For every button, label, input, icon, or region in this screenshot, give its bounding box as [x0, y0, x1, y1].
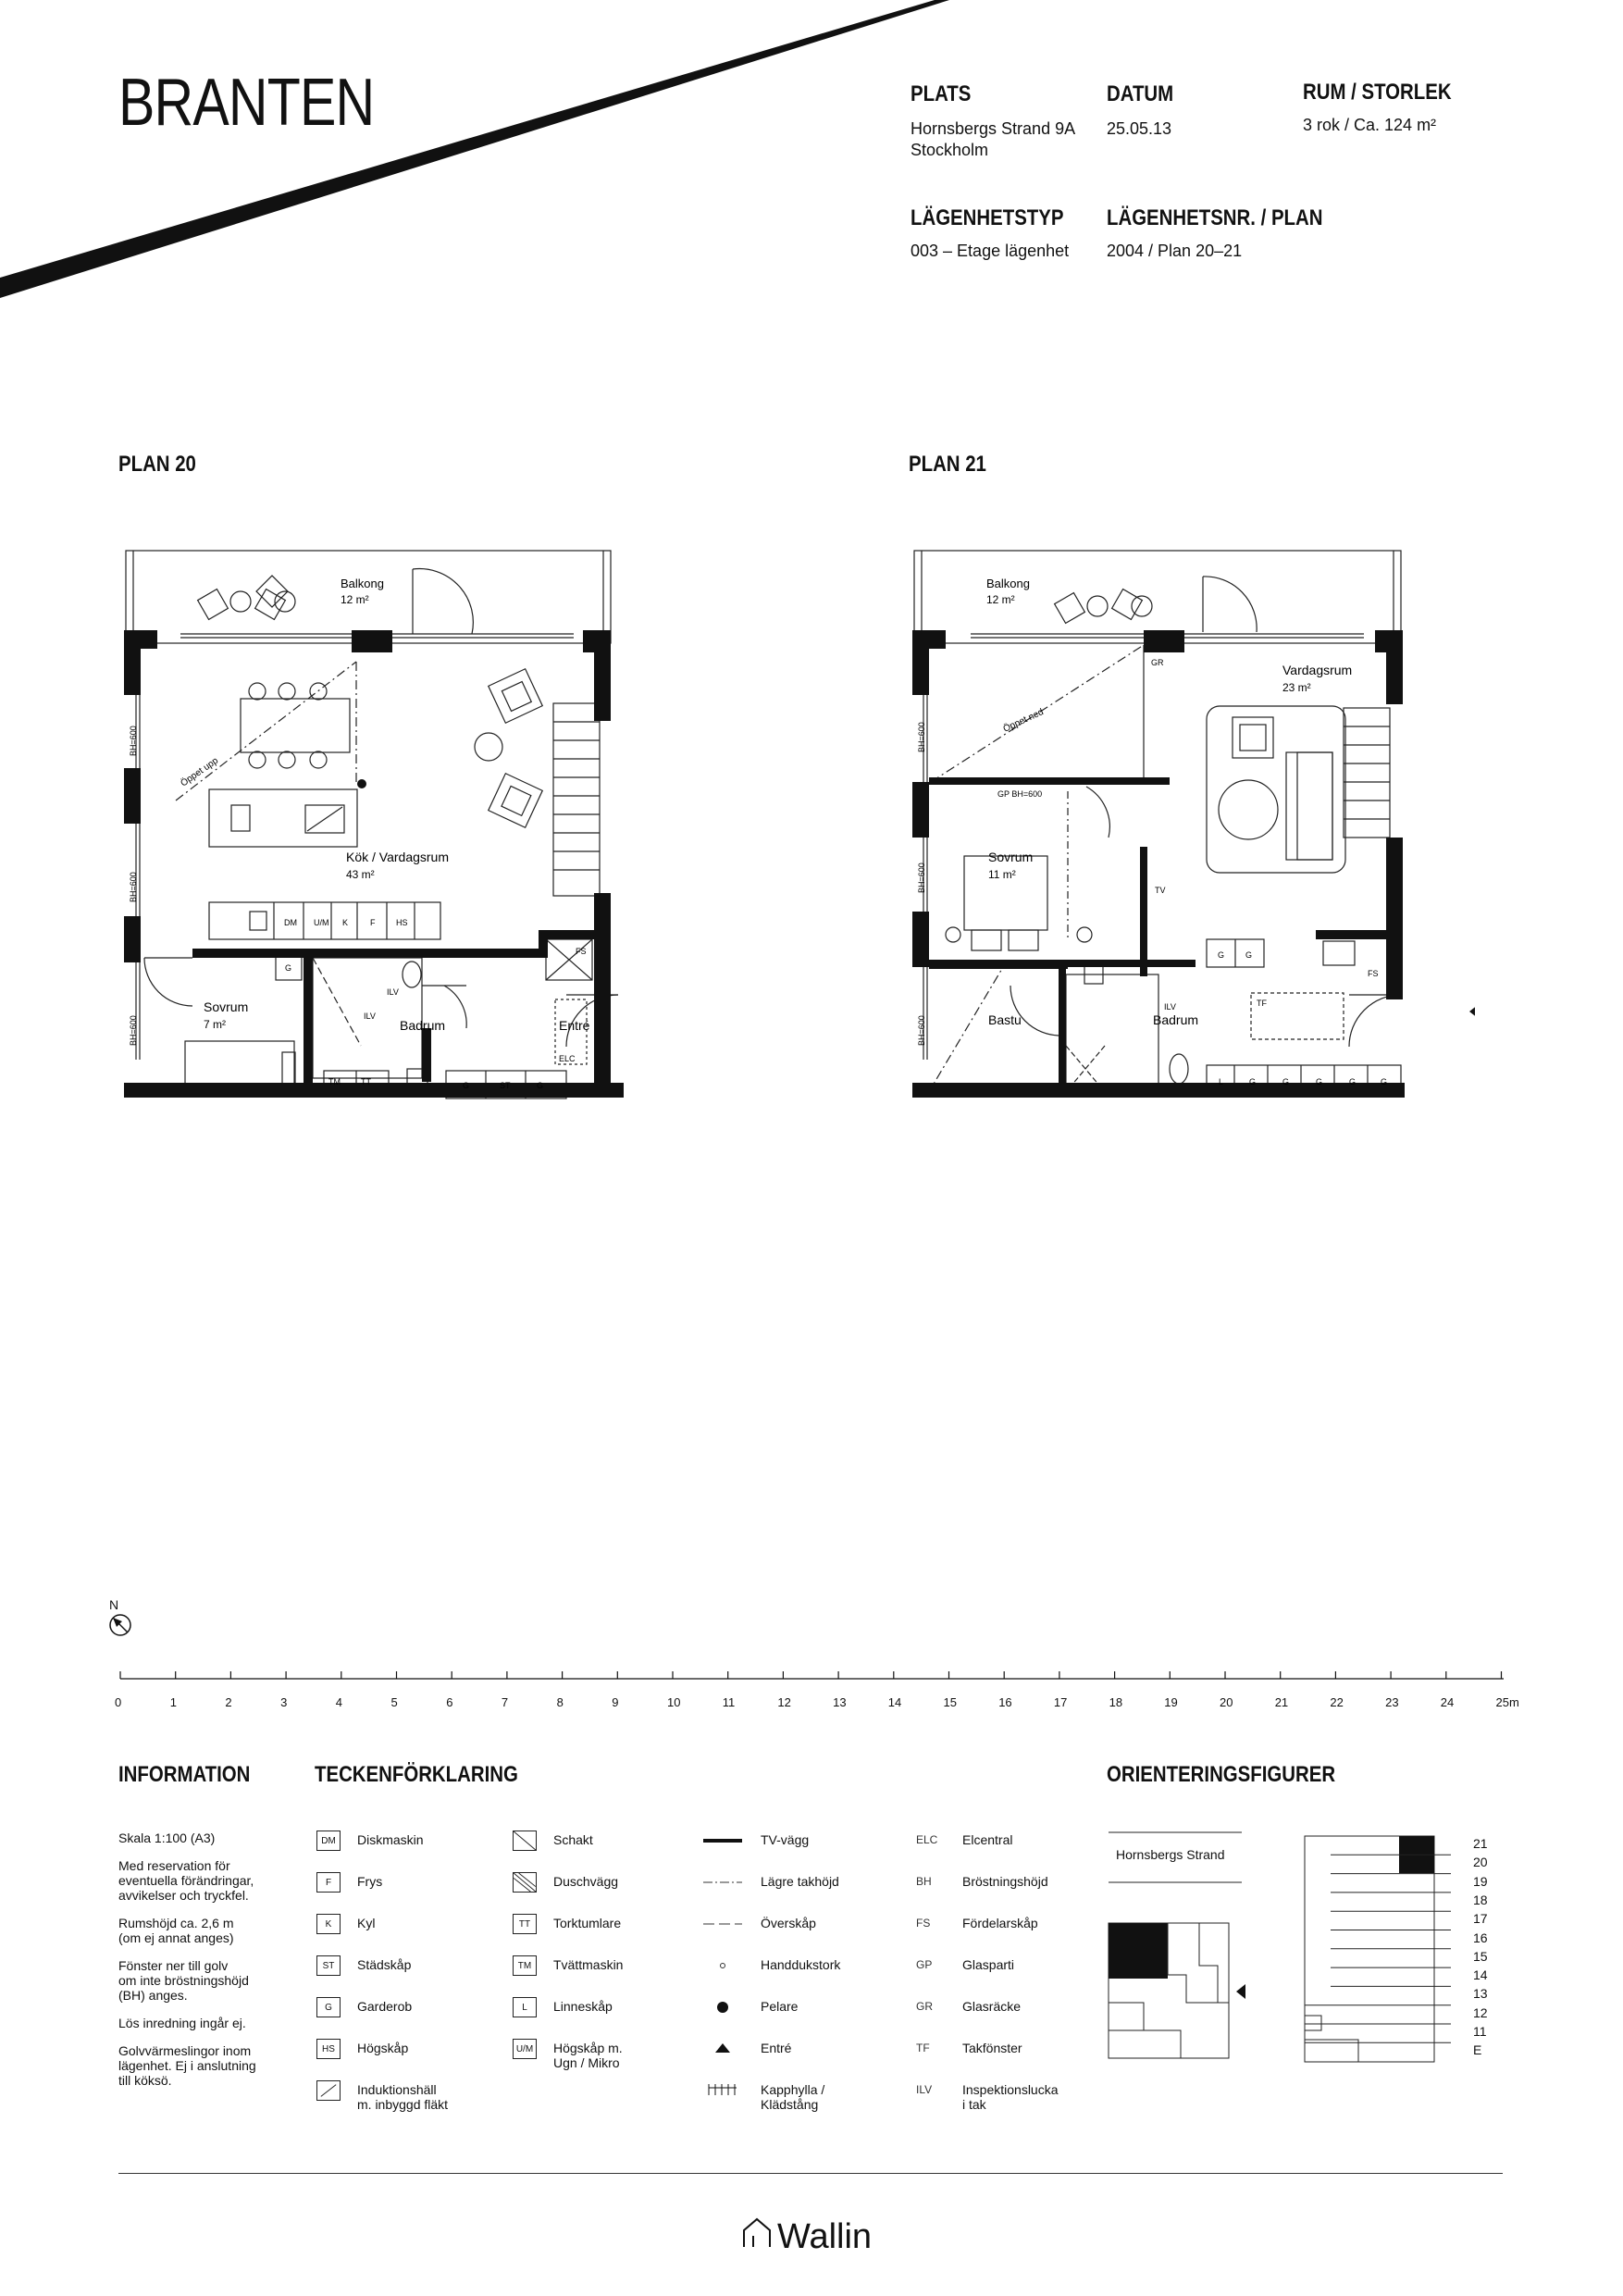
svg-text:G: G: [1249, 1077, 1257, 1086]
svg-text:TT: TT: [361, 1077, 371, 1086]
scale-tick-label: 12: [777, 1695, 791, 1709]
scale-bar: [111, 1666, 1518, 1684]
p20-badrum: Badrum: [400, 1018, 446, 1033]
scale-tick-label: 4: [335, 1695, 343, 1709]
svg-text:FS: FS: [576, 947, 587, 956]
svg-text:G: G: [1245, 950, 1253, 960]
svg-text:ILV: ILV: [364, 1011, 376, 1021]
diagonal-stripe: [0, 0, 1623, 315]
nr-value: 2004 / Plan 20–21: [1107, 242, 1243, 260]
svg-text:FS: FS: [1368, 969, 1379, 978]
floor-label: 17: [1473, 1911, 1488, 1927]
svg-text:TV: TV: [1155, 886, 1166, 895]
scale-tick-label: 20: [1220, 1695, 1233, 1709]
svg-text:G: G: [1381, 1077, 1388, 1086]
scale-tick-label: 11: [722, 1695, 736, 1709]
svg-text:Vardagsrum: Vardagsrum: [1282, 663, 1353, 677]
p20-balkong: Balkong: [341, 577, 384, 590]
plats-label: PLATS: [911, 81, 972, 106]
towel-warmer-icon: [701, 1955, 744, 1976]
tv-wall-icon: [701, 1831, 744, 1851]
legend-kapphylla: Kapphylla / Klädstång: [701, 2080, 824, 2117]
lower-ceiling-icon: [701, 1872, 744, 1893]
svg-text:Öppet ned: Öppet ned: [1001, 707, 1046, 735]
scale-tick-label: 18: [1109, 1695, 1123, 1709]
house-logo-icon: [742, 2217, 775, 2249]
legend-induktion: Induktionshäll m. inbyggd fläkt: [316, 2080, 448, 2117]
svg-text:G: G: [1316, 1077, 1323, 1086]
floor-label: E: [1473, 2042, 1482, 2058]
scale-tick-label: 0: [115, 1695, 122, 1709]
typ-value: 003 – Etage lägenhet: [911, 242, 1070, 260]
info-p1: Skala 1:100 (A3): [118, 1831, 216, 1845]
legend-handduk: Handdukstork: [701, 1955, 840, 1992]
footer-divider: [118, 2173, 1503, 2174]
legend-tm: TM Tvättmaskin: [513, 1955, 623, 1992]
p20-sovrum-area: 7 m²: [204, 1018, 226, 1031]
typ-label: LÄGENHETSTYP: [911, 205, 1064, 230]
svg-text:Bastu: Bastu: [988, 1012, 1022, 1027]
svg-text:TM: TM: [328, 1077, 341, 1086]
scale-tick-label: 17: [1053, 1695, 1068, 1709]
legend-dm: DM Diskmaskin: [316, 1831, 424, 1868]
legend-st: ST Städskåp: [316, 1955, 411, 1992]
p20-oppet: Öppet upp: [179, 755, 220, 789]
svg-text:G: G: [1349, 1077, 1357, 1086]
legend-hs: HS Högskåp: [316, 2039, 408, 2076]
info-p5: Lös inredning ingår ej.: [118, 2016, 246, 2030]
floor-label: 13: [1473, 1986, 1488, 2002]
info-p6: Golvvärmeslingor inom lägenhet. Ej i anslutning till köksö.: [118, 2043, 256, 2088]
scale-tick-label: 7: [501, 1695, 509, 1709]
information-title: INFORMATION: [118, 1762, 251, 1787]
scale-tick-label: 9: [612, 1695, 619, 1709]
p20-balkong-area: 12 m²: [341, 593, 369, 606]
scale-tick-label: 8: [556, 1695, 564, 1709]
scale-tick-label: 22: [1330, 1695, 1344, 1709]
datum-value: 25.05.13: [1107, 119, 1172, 138]
svg-text:F: F: [370, 918, 376, 927]
svg-text:ST: ST: [500, 1081, 511, 1090]
svg-text:ILV: ILV: [387, 987, 399, 997]
scale-tick-label: 15: [943, 1695, 957, 1709]
legend-title: TECKENFÖRKLARING: [315, 1762, 518, 1787]
scale-tick-label: 23: [1385, 1695, 1399, 1709]
legend-g: G Garderob: [316, 1997, 412, 2034]
north-label: N: [109, 1597, 119, 1612]
svg-text:DM: DM: [284, 918, 297, 927]
plan21-title: PLAN 21: [909, 452, 986, 477]
svg-text:Sovrum: Sovrum: [988, 850, 1034, 864]
coat-rack-icon: [701, 2080, 744, 2101]
rum-value: 3 rok / Ca. 124 m²: [1303, 116, 1437, 134]
legend-lagre: Lägre takhöjd: [701, 1872, 839, 1909]
project-name: BRANTEN: [118, 66, 375, 140]
floor-label: 12: [1473, 2004, 1488, 2020]
legend-duschvagg: Duschvägg: [513, 1872, 618, 1909]
p20-kok: Kök / Vardagsrum: [346, 850, 450, 864]
floor-label: 21: [1473, 1836, 1488, 1851]
legend-bh: BH Bröstningshöjd: [916, 1874, 1048, 1889]
floor-label: 16: [1473, 1930, 1488, 1945]
svg-text:23 m²: 23 m²: [1282, 681, 1311, 694]
plan20-title: PLAN 20: [118, 452, 196, 477]
info-p2: Med reservation för eventuella förändringar, avvikelser och tryckfel.: [118, 1858, 254, 1903]
floor-label: 20: [1473, 1855, 1488, 1870]
plan21-drawing: [901, 541, 1475, 1115]
p20-entre: Entré: [559, 1018, 590, 1033]
scale-tick-label: 3: [280, 1695, 288, 1709]
svg-text:G: G: [537, 1081, 544, 1090]
scale-tick-label: 13: [833, 1695, 847, 1709]
floor-label: 14: [1473, 1967, 1488, 1983]
information-block: [118, 1831, 285, 2101]
p20-bh3: BH=600: [129, 1015, 138, 1046]
scale-tick-label: 2: [225, 1695, 232, 1709]
svg-text:GP BH=600: GP BH=600: [997, 789, 1043, 799]
shaft-icon: [513, 1831, 537, 1851]
scale-tick-label: 10: [667, 1695, 681, 1709]
shower-wall-icon: [513, 1872, 537, 1893]
legend-elc: ELC Elcentral: [916, 1832, 1013, 1847]
legend-overskap: Överskåp: [701, 1914, 816, 1951]
svg-text:G: G: [285, 963, 292, 973]
svg-text:GR: GR: [1151, 658, 1164, 667]
scale-tick-label: 24: [1440, 1695, 1455, 1709]
scale-tick-label: 25m: [1495, 1695, 1519, 1709]
scale-tick-label: 1: [169, 1695, 177, 1709]
svg-text:11 m²: 11 m²: [988, 868, 1016, 881]
floor-label: 18: [1473, 1892, 1488, 1907]
legend-gp: GP Glasparti: [916, 1957, 1015, 1972]
p20-kok-area: 43 m²: [346, 868, 375, 881]
svg-text:Balkong: Balkong: [986, 577, 1030, 590]
entrance-icon: [701, 2039, 744, 2059]
legend-l: L Linneskåp: [513, 1997, 613, 2034]
overhead-cabinet-icon: [701, 1914, 744, 1934]
floor-stack: [1303, 1834, 1469, 2075]
legend-gr: GR Glasräcke: [916, 1999, 1022, 2014]
legend-entre: Entré: [701, 2039, 791, 2076]
svg-text:BH=600: BH=600: [917, 722, 926, 752]
legend-f: F Frys: [316, 1872, 382, 1909]
street-name: Hornsbergs Strand: [1116, 1847, 1225, 1862]
svg-text:G: G: [1218, 950, 1225, 960]
scale-tick-label: 5: [390, 1695, 398, 1709]
rum-label: RUM / STORLEK: [1303, 80, 1452, 105]
legend-pelare: Pelare: [701, 1997, 798, 2034]
legend-tv: TV-vägg: [701, 1831, 809, 1868]
svg-text:ELC: ELC: [559, 1054, 576, 1063]
datum-label: DATUM: [1107, 81, 1174, 106]
legend-um: U/M Högskåp m. Ugn / Mikro: [513, 2039, 623, 2076]
induction-icon: [316, 2080, 341, 2101]
svg-text:G: G: [463, 1081, 470, 1090]
plan20-drawing: [111, 541, 629, 1115]
svg-text:Badrum: Badrum: [1153, 1012, 1199, 1027]
svg-text:U/M: U/M: [314, 918, 329, 927]
scale-tick-label: 16: [998, 1695, 1012, 1709]
info-p3: Rumshöjd ca. 2,6 m (om ej annat anges): [118, 1916, 234, 1945]
legend-schakt: Schakt: [513, 1831, 593, 1868]
svg-text:TF: TF: [1257, 999, 1267, 1008]
svg-text:K: K: [342, 918, 349, 927]
floor-label: 15: [1473, 1948, 1488, 1964]
svg-text:12 m²: 12 m²: [986, 593, 1015, 606]
p20-bh1: BH=600: [129, 726, 138, 756]
legend-tt: TT Torktumlare: [513, 1914, 621, 1951]
svg-text:ILV: ILV: [1164, 1002, 1176, 1011]
legend-k: K Kyl: [316, 1914, 375, 1951]
legend-ilv: ILV Inspektionslucka i tak: [916, 2082, 1059, 2112]
svg-text:BH=600: BH=600: [917, 863, 926, 893]
floor-label: 11: [1473, 2024, 1487, 2039]
p20-sovrum: Sovrum: [204, 999, 249, 1014]
p20-bh2: BH=600: [129, 872, 138, 902]
legend-fs: FS Fördelarskåp: [916, 1916, 1038, 1930]
svg-text:L: L: [1219, 1077, 1224, 1086]
footer-logo: Wallin: [777, 2217, 873, 2256]
nr-label: LÄGENHETSNR. / PLAN: [1107, 205, 1323, 230]
site-plan: [1107, 1827, 1264, 2067]
scale-tick-label: 14: [887, 1695, 902, 1709]
svg-text:BH=600: BH=600: [917, 1015, 926, 1046]
legend-tf: TF Takfönster: [916, 2041, 1022, 2055]
scale-tick-label: 21: [1274, 1695, 1289, 1709]
plats-value: Hornsbergs Strand 9A Stockholm: [911, 119, 1076, 159]
scale-tick-label: 6: [446, 1695, 453, 1709]
scale-tick-label: 19: [1164, 1695, 1178, 1709]
compass-icon: [107, 1612, 135, 1640]
pillar-icon: [701, 1997, 744, 2017]
svg-text:G: G: [1282, 1077, 1290, 1086]
svg-text:HS: HS: [396, 918, 408, 927]
orientation-title: ORIENTERINGSFIGURER: [1107, 1762, 1336, 1787]
floor-label: 19: [1473, 1873, 1488, 1889]
info-p4: Fönster ner till golv om inte bröstningshöjd (BH) anges.: [118, 1958, 249, 2003]
